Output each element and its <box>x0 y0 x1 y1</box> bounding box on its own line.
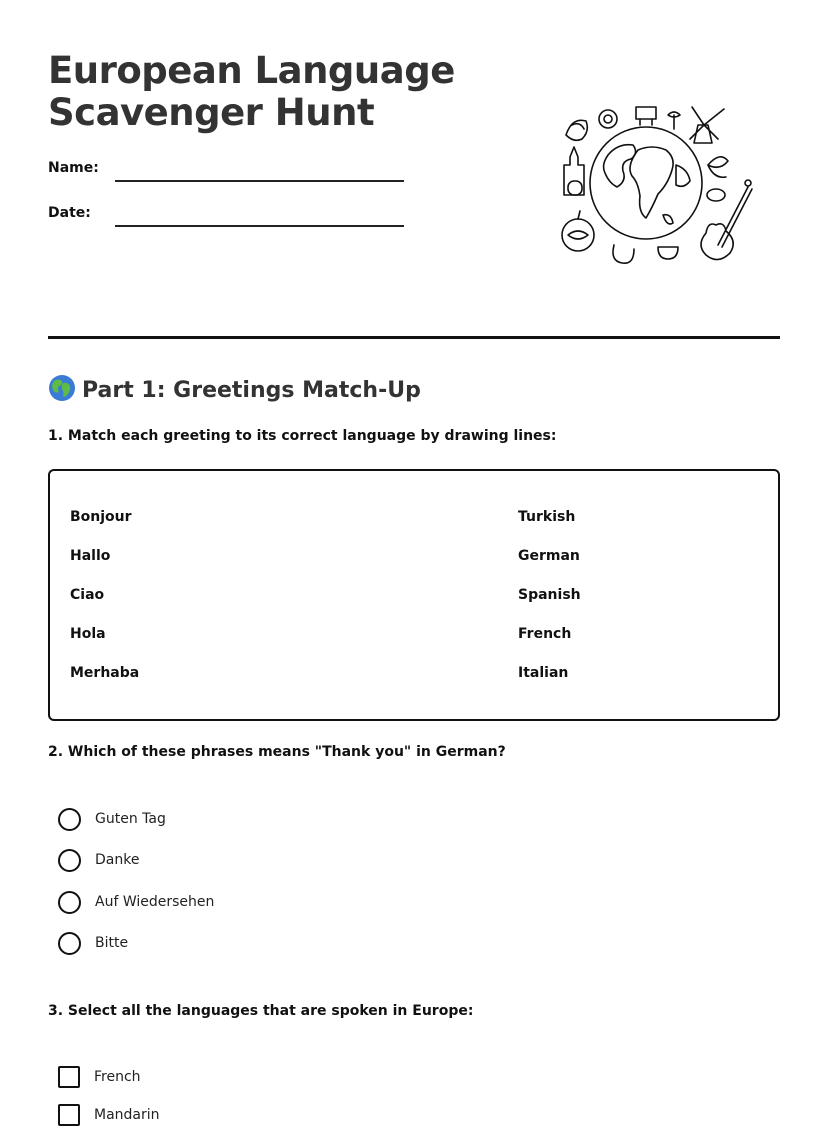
match-box <box>48 469 780 721</box>
option-label: Bitte <box>95 935 129 951</box>
question-2: 2. Which of these phrases means "Thank you" in German? <box>48 744 506 760</box>
globe-emoji-icon <box>48 374 76 402</box>
greeting-item[interactable]: Hallo <box>70 548 111 564</box>
option-label: Danke <box>95 852 140 868</box>
title-line-2: Scavenger Hunt <box>48 91 375 134</box>
radio-option[interactable] <box>58 931 128 955</box>
radio-option[interactable] <box>58 890 214 914</box>
checkbox-option[interactable] <box>58 1065 141 1089</box>
option-label: Auf Wiedersehen <box>95 894 215 910</box>
date-field[interactable] <box>115 225 404 227</box>
date-label: Date: <box>48 205 91 221</box>
radio-button[interactable] <box>58 808 81 831</box>
language-item[interactable]: Spanish <box>518 587 581 603</box>
greeting-item[interactable]: Ciao <box>70 587 105 603</box>
section-divider <box>48 336 780 339</box>
greeting-item[interactable]: Bonjour <box>70 509 132 525</box>
page-title <box>48 50 455 134</box>
question-3: 3. Select all the languages that are spoken in Europe: <box>48 1003 474 1019</box>
radio-button[interactable] <box>58 932 81 955</box>
radio-button[interactable] <box>58 849 81 872</box>
language-item[interactable]: Turkish <box>518 509 576 525</box>
title-line-1: European Language <box>48 49 455 92</box>
language-item[interactable]: Italian <box>518 665 569 681</box>
checkbox-option[interactable] <box>58 1103 160 1127</box>
radio-option[interactable] <box>58 848 139 872</box>
part1-title-text: Part 1: Greetings Match-Up <box>82 378 421 403</box>
checkbox[interactable] <box>58 1104 80 1126</box>
world-landmarks-illustration-icon <box>558 95 758 280</box>
option-label: French <box>94 1069 141 1085</box>
name-label: Name: <box>48 160 99 176</box>
option-label: Mandarin <box>94 1107 160 1123</box>
language-item[interactable]: French <box>518 626 572 642</box>
greeting-item[interactable]: Merhaba <box>70 665 140 681</box>
part1-title <box>48 374 421 403</box>
question-1: 1. Match each greeting to its correct language by drawing lines: <box>48 428 557 444</box>
radio-button[interactable] <box>58 891 81 914</box>
checkbox[interactable] <box>58 1066 80 1088</box>
language-item[interactable]: German <box>518 548 580 564</box>
greeting-item[interactable]: Hola <box>70 626 106 642</box>
option-label: Guten Tag <box>95 811 166 827</box>
radio-option[interactable] <box>58 807 166 831</box>
name-field[interactable] <box>115 180 404 182</box>
